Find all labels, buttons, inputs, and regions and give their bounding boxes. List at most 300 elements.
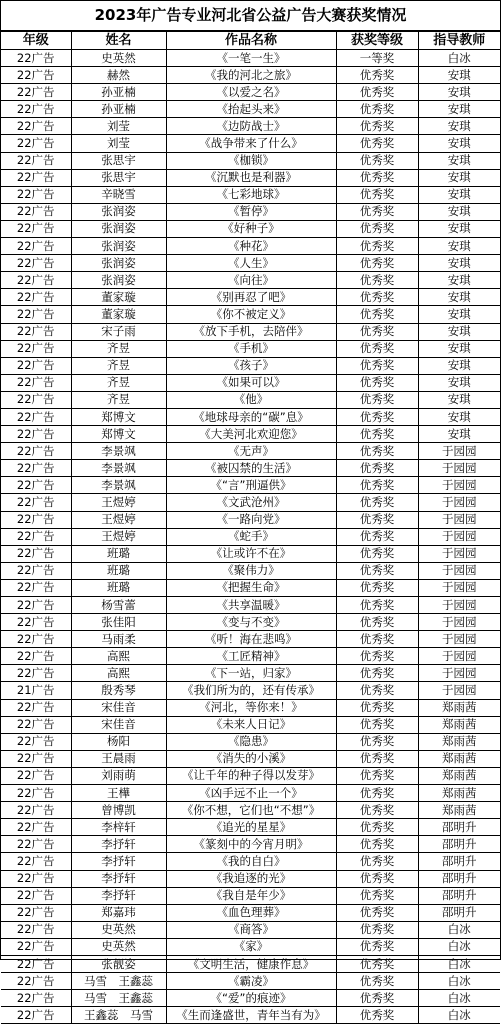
cell-work: 《边防战士》 xyxy=(166,118,336,135)
table-row xyxy=(1,973,500,990)
cell-award: 优秀奖 xyxy=(336,836,418,853)
cell-award: 优秀奖 xyxy=(336,67,418,84)
cell-work: 《我的自白》 xyxy=(166,853,336,870)
cell-teacher: 于园园 xyxy=(418,443,500,460)
cell-grade: 22广告 xyxy=(1,938,71,955)
cell-name: 王晨雨 xyxy=(71,750,166,767)
cell-teacher: 于园园 xyxy=(418,648,500,665)
cell-teacher: 郑雨茜 xyxy=(418,716,500,733)
cell-work: 《枷锁》 xyxy=(166,152,336,169)
header-award: 获奖等级 xyxy=(336,32,418,50)
cell-work: 《下一站，归家》 xyxy=(166,665,336,682)
cell-name: 张靓姿 xyxy=(71,955,166,972)
cell-award: 优秀奖 xyxy=(336,716,418,733)
cell-name: 史英然 xyxy=(71,938,166,955)
cell-name: 郑博文 xyxy=(71,408,166,425)
cell-name: 宋佳音 xyxy=(71,699,166,716)
table-row xyxy=(1,477,500,494)
cell-work: 《“言”刑逼供》 xyxy=(166,477,336,494)
table-row xyxy=(1,289,500,306)
cell-award: 优秀奖 xyxy=(336,887,418,904)
cell-teacher: 安琪 xyxy=(418,118,500,135)
cell-award: 优秀奖 xyxy=(336,357,418,374)
cell-award: 优秀奖 xyxy=(336,990,418,1007)
cell-award: 优秀奖 xyxy=(336,374,418,391)
cell-grade: 22广告 xyxy=(1,426,71,443)
cell-award: 优秀奖 xyxy=(336,870,418,887)
cell-name: 高熙 xyxy=(71,665,166,682)
cell-teacher: 郑雨茜 xyxy=(418,733,500,750)
table-row xyxy=(1,785,500,802)
cell-name: 王煜婷 xyxy=(71,511,166,528)
cell-name: 马雪 王鑫蕊 xyxy=(71,973,166,990)
cell-teacher: 郑雨茜 xyxy=(418,767,500,784)
cell-teacher: 安琪 xyxy=(418,255,500,272)
cell-work: 《听！海在悲鸣》 xyxy=(166,631,336,648)
cell-award: 优秀奖 xyxy=(336,597,418,614)
table-row xyxy=(1,870,500,887)
cell-name: 李抒轩 xyxy=(71,853,166,870)
cell-name: 董家璇 xyxy=(71,289,166,306)
cell-grade: 22广告 xyxy=(1,460,71,477)
cell-teacher: 于园园 xyxy=(418,579,500,596)
table-row xyxy=(1,904,500,921)
cell-name: 杨阳 xyxy=(71,733,166,750)
cell-work: 《如果可以》 xyxy=(166,374,336,391)
cell-name: 班璐 xyxy=(71,579,166,596)
cell-award: 优秀奖 xyxy=(336,408,418,425)
cell-award: 优秀奖 xyxy=(336,203,418,220)
cell-teacher: 邵明升 xyxy=(418,836,500,853)
table-row xyxy=(1,990,500,1007)
cell-name: 李梓轩 xyxy=(71,819,166,836)
cell-work: 《被囚禁的生活》 xyxy=(166,460,336,477)
cell-name: 郑博文 xyxy=(71,426,166,443)
cell-name: 宋佳音 xyxy=(71,716,166,733)
cell-work: 《聚伟力》 xyxy=(166,562,336,579)
cell-teacher: 安琪 xyxy=(418,203,500,220)
cell-teacher: 于园园 xyxy=(418,494,500,511)
table-row xyxy=(1,135,500,152)
header-name: 姓名 xyxy=(71,32,166,50)
cell-work: 《血色理葬》 xyxy=(166,904,336,921)
cell-name: 张润姿 xyxy=(71,272,166,289)
cell-teacher: 白冰 xyxy=(418,938,500,955)
cell-grade: 21广告 xyxy=(1,682,71,699)
cell-grade: 22广告 xyxy=(1,101,71,118)
cell-work: 《把握生命》 xyxy=(166,579,336,596)
table-row xyxy=(1,255,500,272)
cell-grade: 22广告 xyxy=(1,836,71,853)
cell-work: 《孩子》 xyxy=(166,357,336,374)
cell-award: 优秀奖 xyxy=(336,853,418,870)
cell-teacher: 郑雨茜 xyxy=(418,802,500,819)
cell-work: 《商答》 xyxy=(166,921,336,938)
table-row xyxy=(1,494,500,511)
table-row xyxy=(1,648,500,665)
cell-name: 董家璇 xyxy=(71,306,166,323)
cell-name: 李抒轩 xyxy=(71,887,166,904)
cell-name: 李景飒 xyxy=(71,443,166,460)
cell-grade: 22广告 xyxy=(1,973,71,990)
cell-name: 李抒轩 xyxy=(71,836,166,853)
cell-name: 刘莹 xyxy=(71,135,166,152)
cell-teacher: 白冰 xyxy=(418,973,500,990)
cell-work: 《他》 xyxy=(166,391,336,408)
cell-name: 高熙 xyxy=(71,648,166,665)
cell-work: 《手机》 xyxy=(166,340,336,357)
cell-award: 优秀奖 xyxy=(336,562,418,579)
cell-work: 《我们所为的，还有传承》 xyxy=(166,682,336,699)
cell-award: 优秀奖 xyxy=(336,1007,418,1024)
cell-grade: 22广告 xyxy=(1,545,71,562)
cell-name: 班璐 xyxy=(71,545,166,562)
cell-name: 刘莹 xyxy=(71,118,166,135)
cell-grade: 22广告 xyxy=(1,870,71,887)
table-row xyxy=(1,169,500,186)
cell-teacher: 安琪 xyxy=(418,289,500,306)
table-row xyxy=(1,323,500,340)
cell-award: 优秀奖 xyxy=(336,802,418,819)
cell-name: 赫然 xyxy=(71,67,166,84)
table-row xyxy=(1,426,500,443)
cell-teacher: 安琪 xyxy=(418,426,500,443)
cell-award: 一等奖 xyxy=(336,50,418,67)
table-row xyxy=(1,84,500,101)
header-row xyxy=(1,32,500,50)
cell-grade: 22广告 xyxy=(1,597,71,614)
table-row xyxy=(1,408,500,425)
cell-award: 优秀奖 xyxy=(336,785,418,802)
cell-grade: 22广告 xyxy=(1,853,71,870)
cell-grade: 22广告 xyxy=(1,477,71,494)
cell-grade: 22广告 xyxy=(1,220,71,237)
cell-name: 齐昱 xyxy=(71,357,166,374)
cell-work: 《生而逢盛世，青年当有为》 xyxy=(166,1007,336,1024)
cell-work: 《蛇手》 xyxy=(166,528,336,545)
table-row xyxy=(1,562,500,579)
cell-work: 《我的河北之旅》 xyxy=(166,67,336,84)
table-row xyxy=(1,579,500,596)
cell-award: 优秀奖 xyxy=(336,443,418,460)
cell-work: 《以爱之名》 xyxy=(166,84,336,101)
cell-award: 优秀奖 xyxy=(336,699,418,716)
cell-name: 殷秀琴 xyxy=(71,682,166,699)
cell-name: 张思宇 xyxy=(71,152,166,169)
cell-grade: 22广告 xyxy=(1,50,71,67)
cell-grade: 22广告 xyxy=(1,802,71,819)
cell-name: 李景飒 xyxy=(71,477,166,494)
table-row xyxy=(1,186,500,203)
table-row xyxy=(1,357,500,374)
cell-award: 优秀奖 xyxy=(336,614,418,631)
cell-award: 优秀奖 xyxy=(336,545,418,562)
cell-grade: 22广告 xyxy=(1,562,71,579)
cell-grade: 22广告 xyxy=(1,272,71,289)
cell-grade: 22广告 xyxy=(1,84,71,101)
table-row xyxy=(1,1007,500,1024)
table-row xyxy=(1,921,500,938)
cell-name: 孙亚楠 xyxy=(71,84,166,101)
cell-name: 张润姿 xyxy=(71,220,166,237)
table-row xyxy=(1,699,500,716)
cell-teacher: 安琪 xyxy=(418,357,500,374)
cell-grade: 22广告 xyxy=(1,1007,71,1024)
cell-work: 《让千年的种子得以发芽》 xyxy=(166,767,336,784)
cell-name: 孙亚楠 xyxy=(71,101,166,118)
cell-work: 《你不被定义》 xyxy=(166,306,336,323)
cell-teacher: 安琪 xyxy=(418,135,500,152)
cell-work: 《无声》 xyxy=(166,443,336,460)
cell-award: 优秀奖 xyxy=(336,955,418,972)
cell-grade: 22广告 xyxy=(1,408,71,425)
cell-award: 优秀奖 xyxy=(336,306,418,323)
cell-teacher: 于园园 xyxy=(418,597,500,614)
table-row xyxy=(1,460,500,477)
cell-award: 优秀奖 xyxy=(336,238,418,255)
cell-teacher: 安琪 xyxy=(418,101,500,118)
cell-teacher: 于园园 xyxy=(418,460,500,477)
cell-teacher: 安琪 xyxy=(418,340,500,357)
cell-award: 优秀奖 xyxy=(336,460,418,477)
table-row xyxy=(1,665,500,682)
cell-work: 《家》 xyxy=(166,938,336,955)
cell-grade: 22广告 xyxy=(1,733,71,750)
cell-grade: 22广告 xyxy=(1,289,71,306)
cell-work: 《河北，等你来！》 xyxy=(166,699,336,716)
cell-award: 优秀奖 xyxy=(336,118,418,135)
cell-name: 张润姿 xyxy=(71,203,166,220)
cell-teacher: 邵明升 xyxy=(418,853,500,870)
cell-award: 优秀奖 xyxy=(336,494,418,511)
cell-grade: 22广告 xyxy=(1,169,71,186)
awards-table xyxy=(1,31,500,1024)
cell-name: 王鑫蕊 马雪 xyxy=(71,1007,166,1024)
header-work: 作品名称 xyxy=(166,32,336,50)
cell-teacher: 于园园 xyxy=(418,614,500,631)
cell-teacher: 邵明升 xyxy=(418,904,500,921)
table-row xyxy=(1,511,500,528)
table-row xyxy=(1,819,500,836)
cell-name: 李抒轩 xyxy=(71,870,166,887)
header-grade: 年级 xyxy=(1,32,71,50)
cell-name: 张润姿 xyxy=(71,255,166,272)
table-row xyxy=(1,67,500,84)
table-row xyxy=(1,631,500,648)
cell-award: 优秀奖 xyxy=(336,186,418,203)
cell-work: 《大美河北欢迎您》 xyxy=(166,426,336,443)
cell-work: 《消失的小溪》 xyxy=(166,750,336,767)
cell-work: 《你不想，它们也“不想”》 xyxy=(166,802,336,819)
cell-award: 优秀奖 xyxy=(336,579,418,596)
cell-name: 张佳阳 xyxy=(71,614,166,631)
table-row xyxy=(1,118,500,135)
cell-award: 优秀奖 xyxy=(336,921,418,938)
table-row xyxy=(1,955,500,972)
table-row xyxy=(1,682,500,699)
cell-teacher: 安琪 xyxy=(418,272,500,289)
cell-grade: 22广告 xyxy=(1,785,71,802)
table-row xyxy=(1,597,500,614)
cell-teacher: 邵明升 xyxy=(418,819,500,836)
cell-award: 优秀奖 xyxy=(336,665,418,682)
cell-name: 马雪 王鑫蕊 xyxy=(71,990,166,1007)
table-row xyxy=(1,716,500,733)
cell-teacher: 郑雨茜 xyxy=(418,750,500,767)
cell-teacher: 于园园 xyxy=(418,665,500,682)
cell-teacher: 白冰 xyxy=(418,1007,500,1024)
cell-work: 《好种子》 xyxy=(166,220,336,237)
cell-award: 优秀奖 xyxy=(336,289,418,306)
cell-award: 优秀奖 xyxy=(336,682,418,699)
table-row xyxy=(1,545,500,562)
cell-teacher: 白冰 xyxy=(418,955,500,972)
table-row xyxy=(1,340,500,357)
cell-work: 《霸凌》 xyxy=(166,973,336,990)
cell-award: 优秀奖 xyxy=(336,255,418,272)
table-row xyxy=(1,203,500,220)
cell-work: 《共享温暖》 xyxy=(166,597,336,614)
cell-teacher: 于园园 xyxy=(418,528,500,545)
cell-grade: 22广告 xyxy=(1,203,71,220)
cell-work: 《七彩地球》 xyxy=(166,186,336,203)
cell-work: 《我追逐的光》 xyxy=(166,870,336,887)
cell-award: 优秀奖 xyxy=(336,904,418,921)
table-row xyxy=(1,750,500,767)
cell-grade: 22广告 xyxy=(1,887,71,904)
cell-teacher: 安琪 xyxy=(418,391,500,408)
table-row xyxy=(1,238,500,255)
cell-work: 《放下手机，去陪伴》 xyxy=(166,323,336,340)
cell-name: 马雨柔 xyxy=(71,631,166,648)
cell-work: 《战争带来了什么》 xyxy=(166,135,336,152)
cell-work: 《凶手远不止一个》 xyxy=(166,785,336,802)
cell-teacher: 安琪 xyxy=(418,408,500,425)
table-row xyxy=(1,836,500,853)
cell-grade: 22广告 xyxy=(1,716,71,733)
cell-name: 张润姿 xyxy=(71,238,166,255)
cell-work: 《一路向党》 xyxy=(166,511,336,528)
cell-teacher: 于园园 xyxy=(418,682,500,699)
cell-grade: 22广告 xyxy=(1,323,71,340)
table-row xyxy=(1,272,500,289)
cell-grade: 22广告 xyxy=(1,135,71,152)
cell-grade: 22广告 xyxy=(1,819,71,836)
cell-grade: 22广告 xyxy=(1,648,71,665)
cell-award: 优秀奖 xyxy=(336,426,418,443)
cell-name: 史英然 xyxy=(71,921,166,938)
cell-grade: 22广告 xyxy=(1,528,71,545)
cell-grade: 22广告 xyxy=(1,374,71,391)
table-row xyxy=(1,443,500,460)
cell-work: 《隐患》 xyxy=(166,733,336,750)
table-row xyxy=(1,391,500,408)
cell-teacher: 白冰 xyxy=(418,990,500,1007)
cell-grade: 22广告 xyxy=(1,750,71,767)
cell-award: 优秀奖 xyxy=(336,101,418,118)
cell-grade: 22广告 xyxy=(1,391,71,408)
table-row xyxy=(1,733,500,750)
cell-teacher: 于园园 xyxy=(418,631,500,648)
cell-grade: 22广告 xyxy=(1,904,71,921)
cell-grade: 22广告 xyxy=(1,579,71,596)
cell-grade: 22广告 xyxy=(1,306,71,323)
cell-name: 郑嘉玮 xyxy=(71,904,166,921)
cell-grade: 22广告 xyxy=(1,665,71,682)
cell-award: 优秀奖 xyxy=(336,733,418,750)
cell-teacher: 安琪 xyxy=(418,323,500,340)
cell-teacher: 于园园 xyxy=(418,545,500,562)
cell-award: 优秀奖 xyxy=(336,477,418,494)
table-row xyxy=(1,50,500,67)
cell-work: 《种花》 xyxy=(166,238,336,255)
cell-grade: 22广告 xyxy=(1,340,71,357)
cell-grade: 22广告 xyxy=(1,357,71,374)
cell-name: 曾博凯 xyxy=(71,802,166,819)
cell-award: 优秀奖 xyxy=(336,511,418,528)
cell-grade: 22广告 xyxy=(1,494,71,511)
cell-grade: 22广告 xyxy=(1,631,71,648)
table-row xyxy=(1,938,500,955)
cell-work: 《沉默也是利器》 xyxy=(166,169,336,186)
cell-teacher: 安琪 xyxy=(418,67,500,84)
cell-name: 李景飒 xyxy=(71,460,166,477)
cell-name: 辛晓雪 xyxy=(71,186,166,203)
cell-name: 杨雪蕾 xyxy=(71,597,166,614)
cell-grade: 22广告 xyxy=(1,152,71,169)
cell-work: 《地球母亲的“碳”息》 xyxy=(166,408,336,425)
cell-grade: 22广告 xyxy=(1,255,71,272)
cell-name: 班璐 xyxy=(71,562,166,579)
table-row xyxy=(1,101,500,118)
cell-name: 齐昱 xyxy=(71,340,166,357)
cell-name: 齐昱 xyxy=(71,391,166,408)
cell-award: 优秀奖 xyxy=(336,938,418,955)
cell-teacher: 安琪 xyxy=(418,238,500,255)
cell-teacher: 郑雨茜 xyxy=(418,699,500,716)
table-row xyxy=(1,887,500,904)
table-row xyxy=(1,306,500,323)
cell-grade: 22广告 xyxy=(1,990,71,1007)
cell-grade: 22广告 xyxy=(1,921,71,938)
cell-teacher: 郑雨茜 xyxy=(418,785,500,802)
table-row xyxy=(1,152,500,169)
cell-work: 《变与不变》 xyxy=(166,614,336,631)
cell-award: 优秀奖 xyxy=(336,220,418,237)
cell-award: 优秀奖 xyxy=(336,648,418,665)
cell-name: 宋子雨 xyxy=(71,323,166,340)
header-teacher: 指导教师 xyxy=(418,32,500,50)
cell-grade: 22广告 xyxy=(1,767,71,784)
table-row xyxy=(1,614,500,631)
cell-grade: 22广告 xyxy=(1,118,71,135)
cell-grade: 22广告 xyxy=(1,238,71,255)
cell-teacher: 于园园 xyxy=(418,477,500,494)
cell-work: 《抬起头来》 xyxy=(166,101,336,118)
cell-grade: 22广告 xyxy=(1,186,71,203)
cell-name: 齐昱 xyxy=(71,374,166,391)
cell-teacher: 邵明升 xyxy=(418,870,500,887)
cell-teacher: 白冰 xyxy=(418,50,500,67)
cell-award: 优秀奖 xyxy=(336,819,418,836)
table-row xyxy=(1,374,500,391)
cell-award: 优秀奖 xyxy=(336,323,418,340)
cell-name: 王煜婷 xyxy=(71,494,166,511)
cell-name: 刘雨萌 xyxy=(71,767,166,784)
cell-work: 《工匠精神》 xyxy=(166,648,336,665)
table-row xyxy=(1,767,500,784)
cell-work: 《篆刻中的今宵月明》 xyxy=(166,836,336,853)
